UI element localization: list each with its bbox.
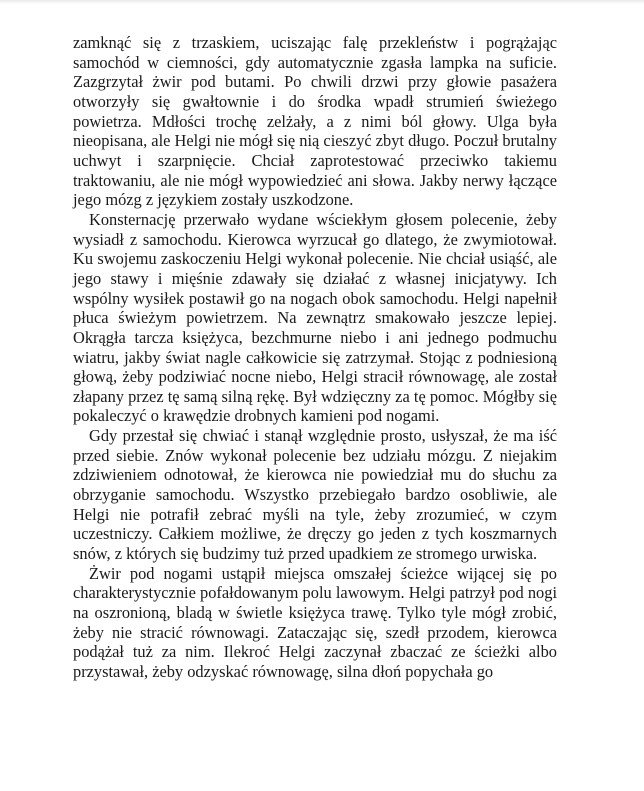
- paragraph: Żwir pod nogami ustąpił miejsca omszałej ścieżce wijącej się po charakterystycznie pofałdowanym polu lawowym. Helgi patrzył pod nogi na oszronioną, bladą w świetle księżyca trawę. Tylko tyle mógł zrobić, żeby nie stracić równowagi. Zataczając się, szedł przodem, kierowca podążał tuż za nim. Ilekroć Helgi zaczynał zbaczać ze ścieżki albo przystawał, żeby odzyskać równowagę, silna dłoń popychała go: [73, 563, 557, 681]
- paragraph: Konsternację przerwało wydane wściekłym głosem polecenie, żeby wysiadł z samochodu. Kierowca wyrzucał go dlatego, że zwymiotował. Ku swojemu zaskoczeniu Helgi wykonał polecenie. Nie chciał usiąść, ale jego stawy i mięśnie zdawały się działać z własnej inicjatywy. Ich wspólny wysiłek postawił go na nogach obok samochodu. Helgi napełnił płuca świeżym powietrzem. Na zewnątrz smakowało jeszcze lepiej. Okrągła tarcza księżyca, bezchmurne niebo i ani jednego podmuchu wiatru, jakby świat nagle całkowicie się zatrzymał. Stojąc z podniesioną głową, żeby podziwiać nocne niebo, Helgi stracił równowagę, ale został złapany przez tę samą silną rękę. Był wdzięczny za tę pomoc. Mógłby się pokaleczyć o krawędzie drobnych kamieni pod nogami.: [73, 209, 557, 426]
- paragraph: Gdy przestał się chwiać i stanął względnie prosto, usłyszał, że ma iść przed siebie. Znów wykonał polecenie bez udziału mózgu. Z niejakim zdziwieniem odnotował, że kierowca nie powiedział mu do słuchu za obrzyganie samochodu. Wszystko przebiegało bardzo osobliwie, ale Helgi nie potrafił zebrać myśli na tyle, żeby zrozumieć, w czym uczestniczy. Całkiem możliwe, że dręczy go jeden z tych koszmarnych snów, z których się budzimy tuż przed upadkiem ze stromego urwiska.: [73, 426, 557, 564]
- paragraph: zamknąć się z trzaskiem, uciszając falę przekleństw i pogrążając samochód w ciemności, gdy automatycznie zgasła lampka na suficie. Zazgrzytał żwir pod butami. Po chwili drzwi przy głowie pasażera otworzyły się gwałtownie i do środka wpadł strumień świeżego powietrza. Mdłości trochę zelżały, a z nimi ból głowy. Ulga była nieopisana, ale Helgi nie mógł się nią cieszyć zbyt długo. Poczuł brutalny uchwyt i szarpnięcie. Chciał zaprotestować przeciwko takiemu traktowaniu, ale nie mógł wypowiedzieć ani słowa. Jakby nerwy łączące jego mózg z językiem zostały uszkodzone.: [73, 33, 557, 210]
- page-top-shadow: [0, 0, 644, 4]
- document-page: [73, 33, 557, 682]
